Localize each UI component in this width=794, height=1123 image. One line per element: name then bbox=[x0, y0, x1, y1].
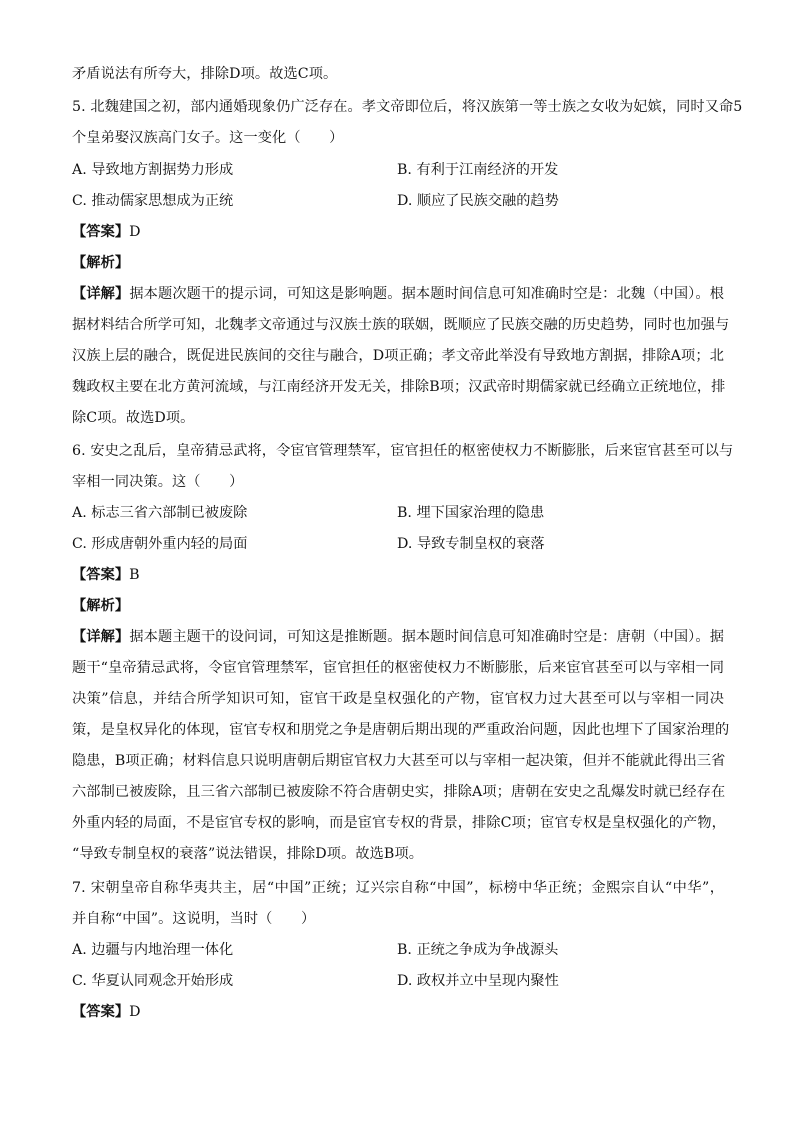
answer-tag: 【答案】 bbox=[72, 224, 130, 240]
q6-detail-line: 决策”信息，并结合所学知识可知，宦官干政是皇权强化的产物，宦官权力过大甚至可以与宰相一同决 bbox=[72, 691, 724, 707]
q5-detail-line bbox=[72, 284, 724, 304]
q6-option-d: D. 导致专制皇权的衰落 bbox=[397, 536, 545, 552]
answer-value: D bbox=[129, 1004, 141, 1020]
answer-tag: 【答案】 bbox=[72, 567, 130, 583]
q6-answer bbox=[72, 565, 724, 585]
question-5-stem-cont: 个皇弟娶汉族高门女子。这一变化（ ） bbox=[72, 130, 344, 146]
q5-answer bbox=[72, 222, 724, 242]
q6-detail-line: 题干“皇帝猜忌武将，令宦官管理禁军，宦官担任的枢密使权力不断膨胀，后来宦官甚至可以与宰相一同 bbox=[72, 660, 724, 676]
q5-detail-line: 除C项。故选D项。 bbox=[72, 410, 195, 426]
q5-option-c: C. 推动儒家思想成为正统 bbox=[72, 193, 234, 209]
question-7-stem-cont: 并自称“中国”。这说明，当时（ ） bbox=[72, 911, 316, 927]
q5-option-a: A. 导致地方割据势力形成 bbox=[72, 162, 234, 178]
q5-option-b: B. 有利于江南经济的开发 bbox=[397, 162, 559, 178]
question-7-stem: 7. 宋朝皇帝自称华夷共主，居“中国”正统；辽兴宗自称“中国”，标榜中华正统；金熙宗自认“中华”， bbox=[72, 880, 724, 896]
detail-text: 据本题主题干的设问词，可知这是推断题。据本题时间信息可知准确时空是：唐朝（中国）。据 bbox=[129, 629, 725, 645]
q6-detail-line: 隐患，B项正确；材料信息只说明唐朝后期宦官权力大甚至可以与宰相一起决策，但并不能就此得出三省 bbox=[72, 753, 726, 769]
question-6-stem: 6. 安史之乱后，皇帝猜忌武将，令宦官管理禁军，宦官担任的枢密使权力不断膨胀，后来宦官甚至可以与 bbox=[72, 443, 734, 459]
detail-tag: 【详解】 bbox=[72, 629, 130, 645]
answer-tag: 【答案】 bbox=[72, 1004, 130, 1020]
detail-text: 据本题次题干的提示词，可知这是影响题。据本题时间信息可知准确时空是：北魏（中国）。根 bbox=[129, 286, 725, 302]
q6-detail-line bbox=[72, 627, 724, 647]
question-5-stem: 5. 北魏建国之初，部内通婚现象仍广泛存在。孝文帝即位后，将汉族第一等士族之女收为妃嫔，同时又命5 bbox=[72, 99, 743, 115]
q7-option-b: B. 正统之争成为争战源头 bbox=[397, 942, 559, 958]
q6-detail-line: 外重内轻的局面，不是宦官专权的影响，而是宦官专权的背景，排除C项；宦官专权是皇权强化的产物， bbox=[72, 815, 726, 831]
detail-tag: 【详解】 bbox=[72, 286, 130, 302]
q7-option-d: D. 政权并立中呈现内聚性 bbox=[397, 973, 559, 989]
question-6-stem-cont: 宰相一同决策。这（ ） bbox=[72, 474, 244, 490]
q6-detail-line: 六部制已被废除，且三省六部制已被废除不符合唐朝史实，排除A项；唐朝在安史之乱爆发时就已经存在 bbox=[72, 784, 726, 800]
q5-detail-line: 魏政权主要在北方黄河流域，与江南经济开发无关，排除B项；汉武帝时期儒家就已经确立正统地位，排 bbox=[72, 379, 726, 395]
q6-option-a: A. 标志三省六部制已被废除 bbox=[72, 505, 248, 521]
q5-analysis-tag: 【解析】 bbox=[72, 255, 130, 271]
q5-detail-line: 汉族上层的融合，既促进民族间的交往与融合，D项正确；孝文帝此举没有导致地方割据，排除A项；北 bbox=[72, 348, 724, 364]
answer-value: B bbox=[129, 567, 140, 583]
q6-option-c: C. 形成唐朝外重内轻的局面 bbox=[72, 536, 248, 552]
text-line: 矛盾说法有所夸大，排除D项。故选C项。 bbox=[72, 66, 338, 82]
q5-option-d: D. 顺应了民族交融的趋势 bbox=[397, 193, 559, 209]
q6-detail-line: “导致专制皇权的衰落”说法错误，排除D项。故选B项。 bbox=[72, 846, 424, 862]
q7-option-c: C. 华夏认同观念开始形成 bbox=[72, 973, 234, 989]
q7-answer bbox=[72, 1002, 724, 1022]
q7-option-a: A. 边疆与内地治理一体化 bbox=[72, 942, 234, 958]
answer-value: D bbox=[129, 224, 141, 240]
q6-detail-line: 策，是皇权异化的体现，宦官专权和朋党之争是唐朝后期出现的严重政治问题，因此也埋下了国家治理的 bbox=[72, 722, 730, 738]
q6-option-b: B. 埋下国家治理的隐患 bbox=[397, 505, 545, 521]
q5-detail-line: 据材料结合所学可知，北魏孝文帝通过与汉族士族的联姻，既顺应了民族交融的历史趋势，同时也加强与 bbox=[72, 317, 730, 333]
q6-analysis-tag: 【解析】 bbox=[72, 598, 130, 614]
